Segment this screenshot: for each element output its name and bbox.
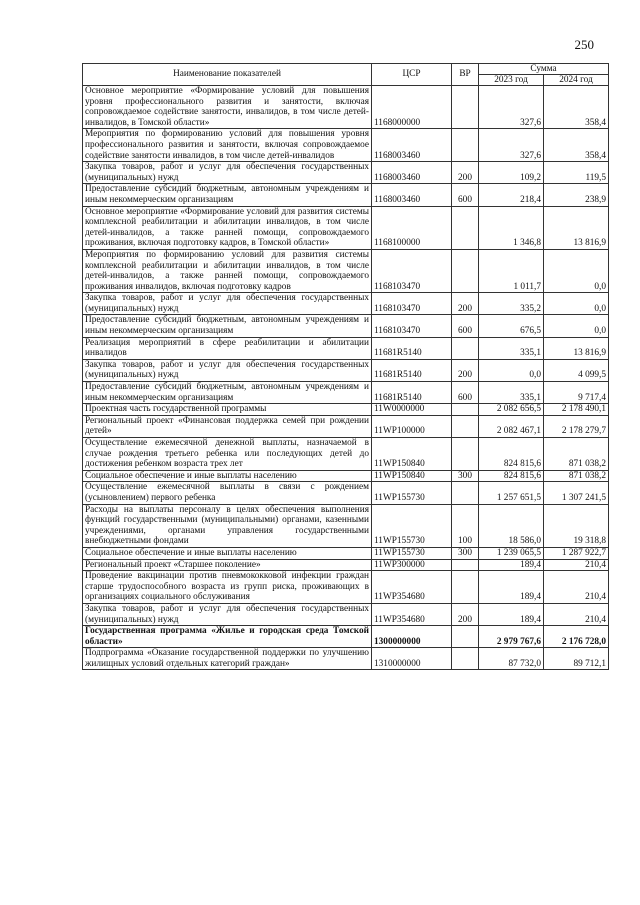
- row-name: Предоставление субсидий бюджетным, автономным учреждениям и иным некоммерческим организациям: [83, 382, 372, 404]
- row-csr: 11WP354680: [372, 571, 452, 604]
- header-csr: ЦСР: [372, 64, 452, 86]
- table-row: [83, 315, 609, 337]
- table-row: [83, 129, 609, 162]
- row-csr: 11WP300000: [372, 559, 452, 571]
- row-name: Подпрограмма «Оказание государственной поддержки по улучшению жилищных условий отдельных категорий граждан»: [83, 648, 372, 670]
- row-name: Реализация мероприятий в сфере реабилитации и абилитации инвалидов: [83, 337, 372, 359]
- row-sum-2023: 189,4: [479, 603, 544, 625]
- row-csr: 11WP354680: [372, 603, 452, 625]
- row-sum-2024: 0,0: [544, 315, 609, 337]
- table-row: [83, 648, 609, 670]
- row-name: Предоставление субсидий бюджетным, автономным учреждениям и иным некоммерческим организациям: [83, 315, 372, 337]
- row-sum-2024: 0,0: [544, 293, 609, 315]
- header-year-2024: 2024 год: [544, 75, 609, 86]
- row-vr: [452, 626, 479, 648]
- row-csr: 1168000000: [372, 86, 452, 129]
- row-name: Осуществление ежемесячной выплаты в связи с рождением (усыновлением) первого ребенка: [83, 482, 372, 504]
- row-sum-2024: 119,5: [544, 162, 609, 184]
- table-row: [83, 482, 609, 504]
- row-vr: [452, 559, 479, 571]
- row-sum-2023: 327,6: [479, 86, 544, 129]
- row-csr: 11W0000000: [372, 404, 452, 416]
- row-sum-2024: 210,4: [544, 571, 609, 604]
- row-csr: 1168103470: [372, 315, 452, 337]
- row-sum-2024: 1 287 922,7: [544, 547, 609, 559]
- row-sum-2024: 358,4: [544, 129, 609, 162]
- row-sum-2024: 2 176 728,0: [544, 626, 609, 648]
- table-row: [83, 162, 609, 184]
- row-name: Проведение вакцинации против пневмококковой инфекции граждан старше трудоспособного возраста из групп риска, проживающих в организациях социального обслуживания: [83, 571, 372, 604]
- row-name: Основное мероприятие «Формирование условий для развития системы комплексной реабилитации и абилитации инвалидов, в том числе детей-инвалидов, а также ранней помощи, сопровождаемого проживания, включая подготовку кадров, в Томской области»: [83, 206, 372, 249]
- row-csr: 11681R5140: [372, 382, 452, 404]
- row-sum-2024: 871 038,2: [544, 438, 609, 471]
- row-sum-2024: 358,4: [544, 86, 609, 129]
- budget-table: [82, 63, 609, 670]
- row-sum-2023: 1 011,7: [479, 249, 544, 292]
- row-sum-2023: 18 586,0: [479, 504, 544, 547]
- row-vr: 100: [452, 504, 479, 547]
- row-vr: 200: [452, 162, 479, 184]
- row-vr: 600: [452, 315, 479, 337]
- row-sum-2023: 824 815,6: [479, 470, 544, 482]
- row-name: Предоставление субсидий бюджетным, автономным учреждениям и иным некоммерческим организациям: [83, 184, 372, 206]
- row-csr: 11WP100000: [372, 415, 452, 437]
- row-sum-2024: 19 318,8: [544, 504, 609, 547]
- row-csr: 1310000000: [372, 648, 452, 670]
- row-csr: 11WP155730: [372, 547, 452, 559]
- row-vr: [452, 415, 479, 437]
- row-sum-2023: 109,2: [479, 162, 544, 184]
- row-name: Мероприятия по формированию условий для развития системы комплексной реабилитации и абилитации инвалидов, в том числе детей-инвалидов, а также ранней помощи, сопровождаемого проживания инвалидов, включая подготовку кадров: [83, 249, 372, 292]
- row-sum-2023: 87 732,0: [479, 648, 544, 670]
- table-row: [83, 359, 609, 381]
- row-name: Закупка товаров, работ и услуг для обеспечения государственных (муниципальных) нужд: [83, 293, 372, 315]
- row-vr: 300: [452, 470, 479, 482]
- table-row: [83, 86, 609, 129]
- row-csr: 11WP155730: [372, 504, 452, 547]
- row-name: Социальное обеспечение и иные выплаты населению: [83, 470, 372, 482]
- row-vr: [452, 129, 479, 162]
- table-row: [83, 184, 609, 206]
- row-csr: 1168103470: [372, 293, 452, 315]
- row-sum-2024: 210,4: [544, 559, 609, 571]
- row-csr: 11681R5140: [372, 359, 452, 381]
- row-vr: 200: [452, 359, 479, 381]
- row-sum-2024: 89 712,1: [544, 648, 609, 670]
- row-csr: 1168100000: [372, 206, 452, 249]
- row-sum-2024: 13 816,9: [544, 337, 609, 359]
- table-row: [83, 293, 609, 315]
- row-sum-2023: 0,0: [479, 359, 544, 381]
- table-row: [83, 249, 609, 292]
- row-sum-2024: 0,0: [544, 249, 609, 292]
- row-sum-2023: 335,1: [479, 337, 544, 359]
- row-name: Закупка товаров, работ и услуг для обеспечения государственных (муниципальных) нужд: [83, 162, 372, 184]
- row-sum-2023: 189,4: [479, 571, 544, 604]
- row-sum-2024: 13 816,9: [544, 206, 609, 249]
- table-row: [83, 404, 609, 416]
- table-row: [83, 382, 609, 404]
- row-vr: [452, 86, 479, 129]
- header-row: [83, 64, 609, 75]
- row-csr: 1168003460: [372, 162, 452, 184]
- row-vr: [452, 648, 479, 670]
- row-csr: 11WP150840: [372, 470, 452, 482]
- row-vr: [452, 337, 479, 359]
- row-csr: 11WP155730: [372, 482, 452, 504]
- header-sum: Сумма: [479, 64, 609, 75]
- row-name: Государственная программа «Жилье и городская среда Томской области»: [83, 626, 372, 648]
- row-name: Мероприятия по формированию условий для повышения уровня профессионального развития и занятости, включая сопровождаемое содействие занятости инвалидов, в том числе детей-инвалидов: [83, 129, 372, 162]
- row-sum-2023: 1 257 651,5: [479, 482, 544, 504]
- row-sum-2024: 2 178 490,1: [544, 404, 609, 416]
- row-name: Закупка товаров, работ и услуг для обеспечения государственных (муниципальных) нужд: [83, 359, 372, 381]
- row-csr: 11681R5140: [372, 337, 452, 359]
- table-row: [83, 415, 609, 437]
- row-csr: 1168003460: [372, 184, 452, 206]
- row-name: Социальное обеспечение и иные выплаты населению: [83, 547, 372, 559]
- row-csr: 1168003460: [372, 129, 452, 162]
- row-name: Осуществление ежемесячной денежной выплаты, назначаемой в случае рождения третьего ребенка или последующих детей до достижения ребенком возраста трех лет: [83, 438, 372, 471]
- row-vr: [452, 404, 479, 416]
- row-sum-2024: 871 038,2: [544, 470, 609, 482]
- row-name: Региональный проект «Финансовая поддержка семей при рождении детей»: [83, 415, 372, 437]
- table-row: [83, 438, 609, 471]
- row-vr: 600: [452, 184, 479, 206]
- row-vr: [452, 438, 479, 471]
- row-name: Региональный проект «Старшее поколение»: [83, 559, 372, 571]
- row-sum-2023: 1 239 065,5: [479, 547, 544, 559]
- header-name: Наименование показателей: [83, 64, 372, 86]
- row-sum-2024: 1 307 241,5: [544, 482, 609, 504]
- row-sum-2023: 2 979 767,6: [479, 626, 544, 648]
- row-sum-2023: 2 082 656,5: [479, 404, 544, 416]
- row-vr: [452, 206, 479, 249]
- row-sum-2023: 676,5: [479, 315, 544, 337]
- row-vr: 300: [452, 547, 479, 559]
- row-vr: 200: [452, 293, 479, 315]
- header-year-2023: 2023 год: [479, 75, 544, 86]
- header-vr: ВР: [452, 64, 479, 86]
- row-name: Основное мероприятие «Формирование условий для повышения уровня профессионального развития и занятости, включая сопровождаемое содействие занятости, инвалидов, в том числе детей-инвалидов, в Томской области»: [83, 86, 372, 129]
- row-sum-2023: 824 815,6: [479, 438, 544, 471]
- table-row: [83, 470, 609, 482]
- table-row: [83, 504, 609, 547]
- row-vr: [452, 249, 479, 292]
- table-row: [83, 626, 609, 648]
- row-vr: 600: [452, 382, 479, 404]
- row-sum-2024: 210,4: [544, 603, 609, 625]
- row-vr: 200: [452, 603, 479, 625]
- row-name: Проектная часть государственной программы: [83, 404, 372, 416]
- row-sum-2023: 218,4: [479, 184, 544, 206]
- table-row: [83, 603, 609, 625]
- row-csr: 1300000000: [372, 626, 452, 648]
- table-row: [83, 547, 609, 559]
- row-sum-2023: 1 346,8: [479, 206, 544, 249]
- row-vr: [452, 571, 479, 604]
- table-row: [83, 559, 609, 571]
- row-sum-2024: 238,9: [544, 184, 609, 206]
- row-sum-2024: 9 717,4: [544, 382, 609, 404]
- row-csr: 1168103470: [372, 249, 452, 292]
- table-body: [83, 86, 609, 670]
- row-sum-2023: 189,4: [479, 559, 544, 571]
- row-name: Закупка товаров, работ и услуг для обеспечения государственных (муниципальных) нужд: [83, 603, 372, 625]
- row-csr: 11WP150840: [372, 438, 452, 471]
- table-row: [83, 571, 609, 604]
- page-number: 250: [574, 37, 594, 52]
- table-row: [83, 206, 609, 249]
- row-vr: [452, 482, 479, 504]
- table-row: [83, 337, 609, 359]
- row-sum-2023: 2 082 467,1: [479, 415, 544, 437]
- row-sum-2023: 335,1: [479, 382, 544, 404]
- row-sum-2024: 2 178 279,7: [544, 415, 609, 437]
- row-name: Расходы на выплаты персоналу в целях обеспечения выполнения функций государственными (муниципальными) органами, казенными учреждениями, органами управления государственными внебюджетными фондами: [83, 504, 372, 547]
- row-sum-2023: 327,6: [479, 129, 544, 162]
- row-sum-2024: 4 099,5: [544, 359, 609, 381]
- row-sum-2023: 335,2: [479, 293, 544, 315]
